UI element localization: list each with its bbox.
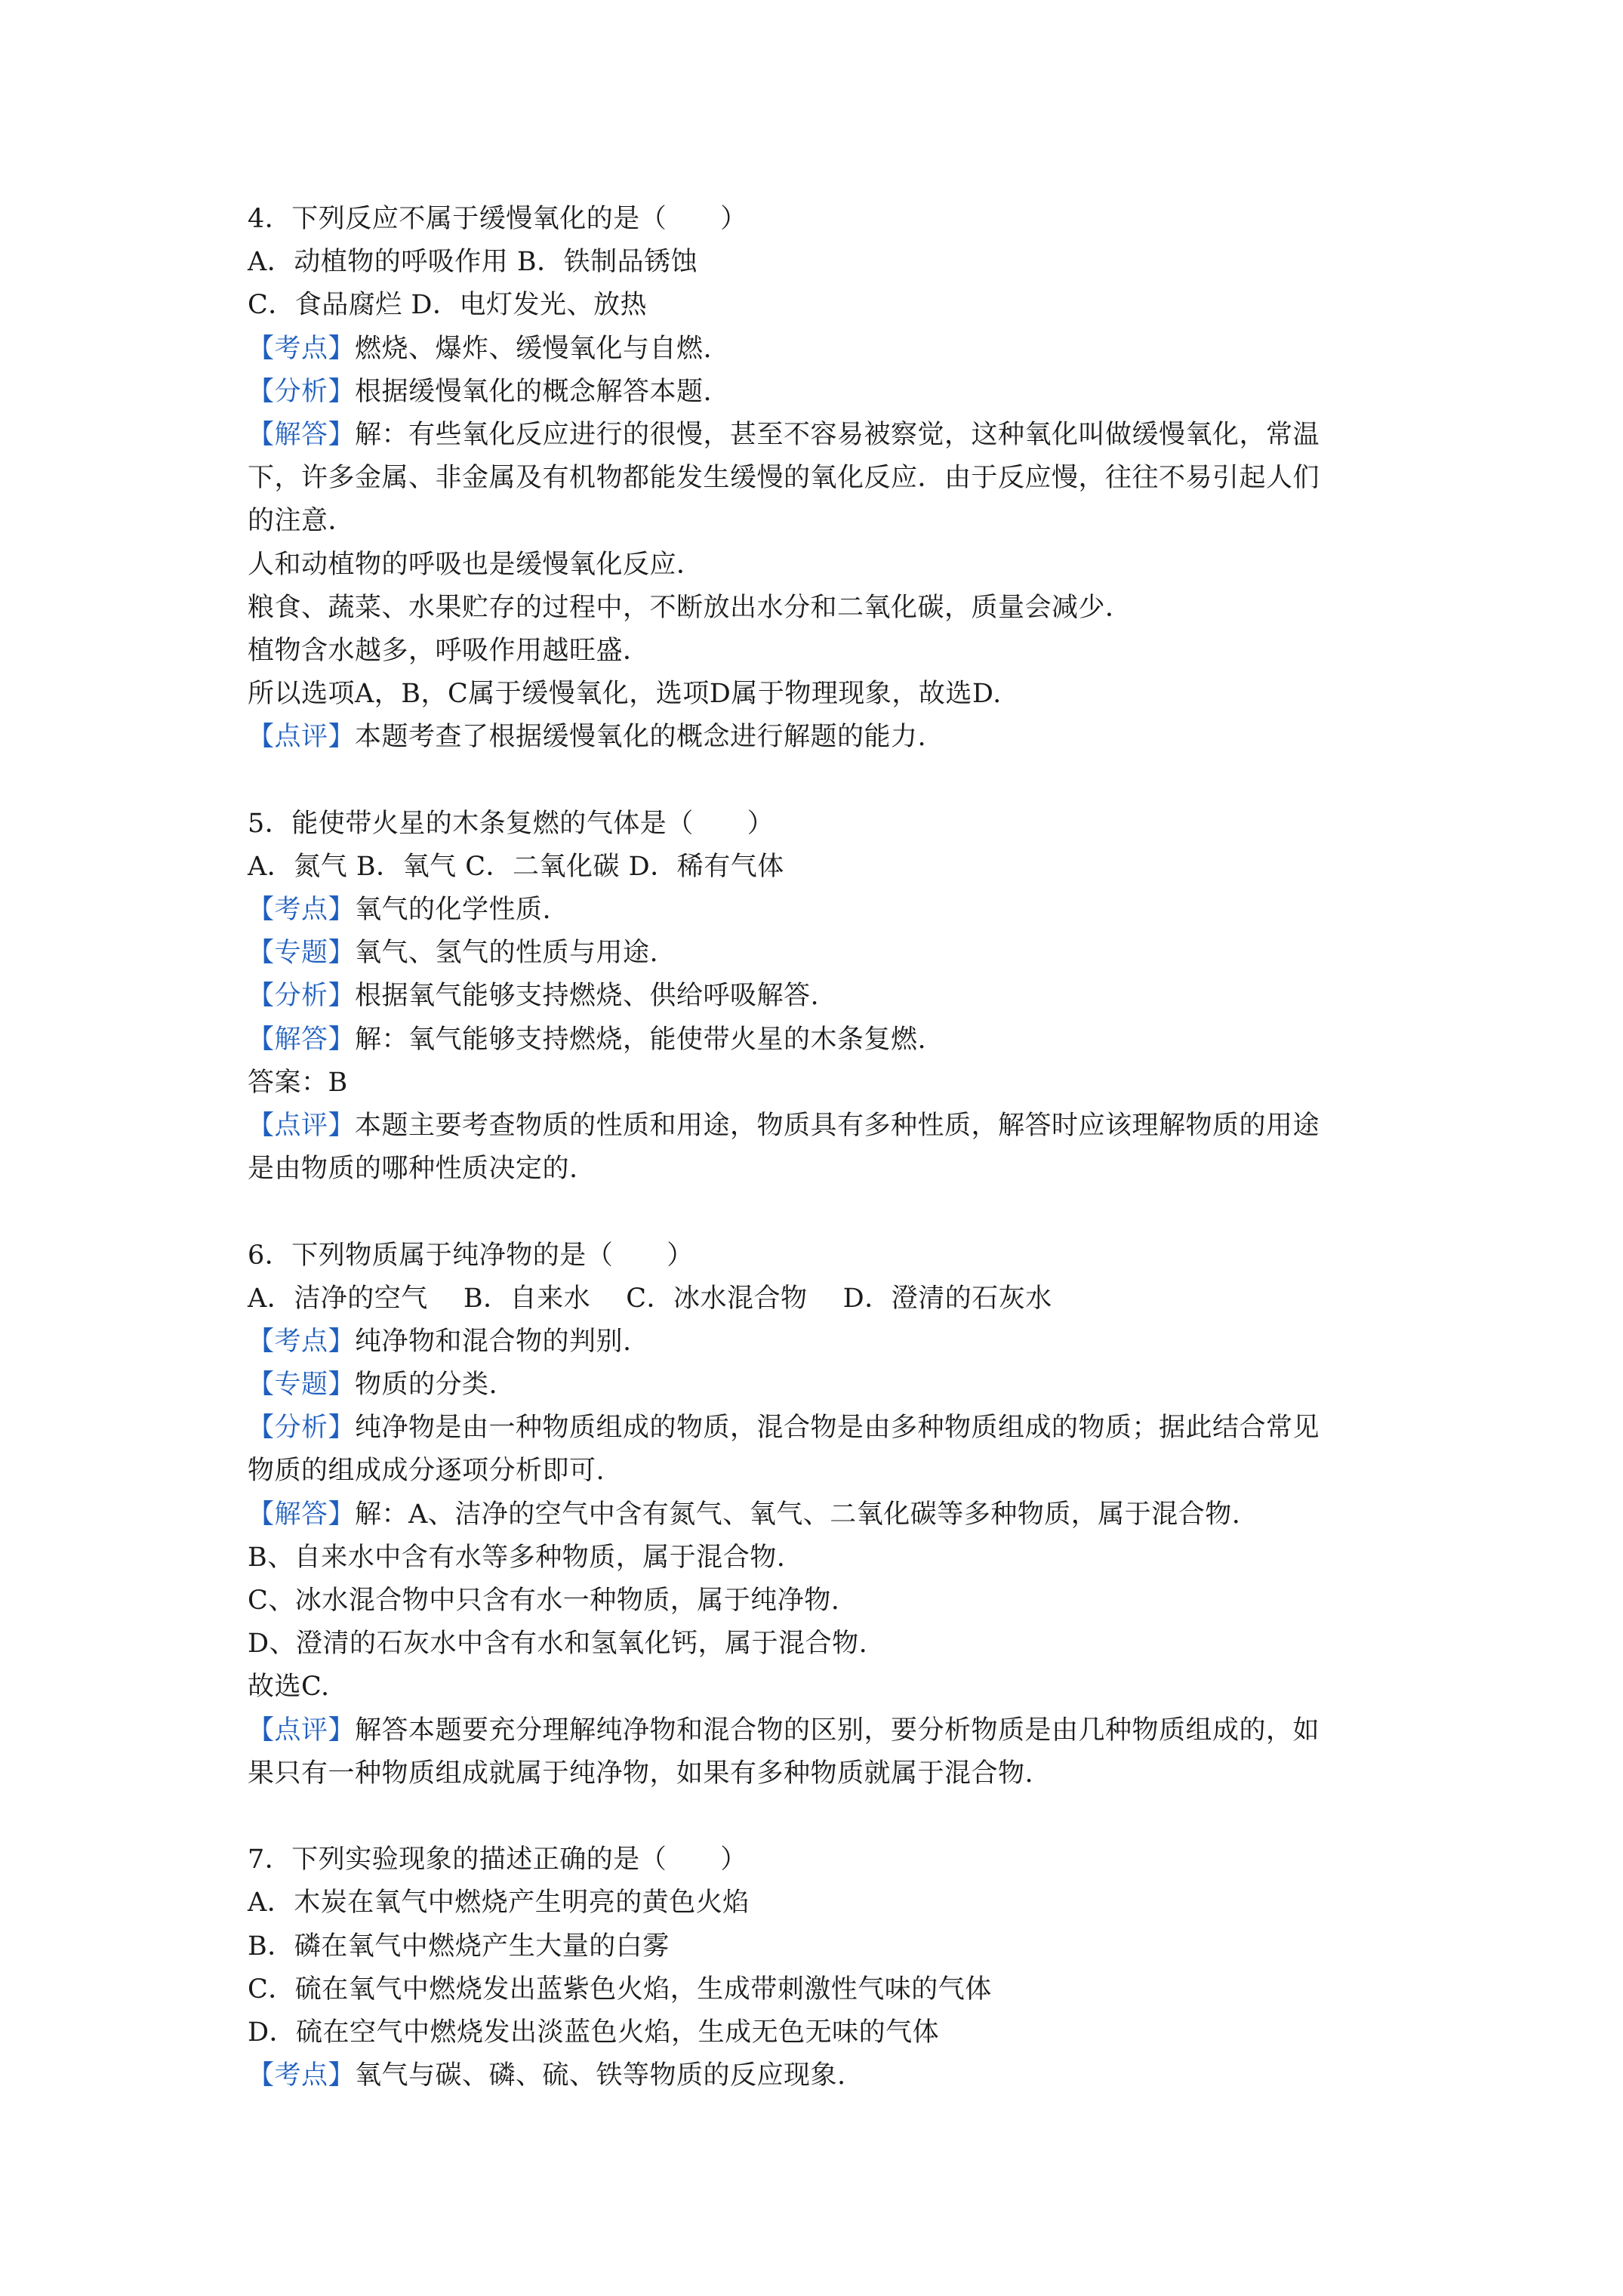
solution-text: 粮食、蔬菜、水果贮存的过程中，不断放出水分和二氧化碳，质量会减少．	[248, 592, 1132, 623]
zhuanti-tag: 【专题】	[248, 938, 356, 969]
solution-text: 人和动植物的呼吸也是缓慢氧化反应．	[248, 549, 704, 580]
fenxi-continued: 物质的组成成分逐项分析即可.	[248, 1456, 605, 1487]
jieda-text: 解：A、洁净的空气中含有氮气、氧气、二氧化碳等多种物质，属于混合物.	[355, 1499, 1241, 1530]
answer-options: A．洁净的空气 B．自来水 C．冰水混合物 D．澄清的石灰水	[248, 1283, 1052, 1314]
answer-options: C．食品腐烂 D．电灯发光、放热	[248, 290, 647, 321]
dianping-tag: 【点评】	[248, 1715, 356, 1746]
question-7	[248, 1838, 1395, 2097]
answer-option-a: A．木炭在氧气中燃烧产生明亮的黄色火焰	[248, 1888, 750, 1918]
fenxi-line	[248, 975, 1395, 1018]
fenxi-text: 根据氧气能够支持燃烧、供给呼吸解答.	[355, 981, 820, 1012]
jieda-line	[248, 1019, 1395, 1062]
fenxi-line	[248, 1407, 1395, 1450]
jieda-line	[248, 1493, 1395, 1536]
answer-option-d: D．硫在空气中燃烧发出淡蓝色火焰，生成无色无味的气体	[248, 2017, 940, 2048]
answer-text: 答案：B	[248, 1067, 348, 1098]
answer-options: A．动植物的呼吸作用 B．铁制品锈蚀	[248, 247, 698, 278]
zhuanti-tag: 【专题】	[248, 1370, 356, 1401]
dianping-line	[248, 1105, 1395, 1148]
answer-option-c: C．硫在氧气中燃烧发出蓝紫色火焰，生成带刺激性气味的气体	[248, 1974, 992, 2005]
kaodian-tag: 【考点】	[248, 1326, 356, 1357]
question-stem: 5．能使带火星的木条复燃的气体是（ ）	[248, 808, 775, 839]
kaodian-text: 纯净物和混合物的判别.	[355, 1326, 632, 1357]
zhuanti-text: 氧气、氢气的性质与用途.	[355, 938, 659, 969]
fenxi-tag: 【分析】	[248, 1413, 356, 1444]
solution-text: B、自来水中含有水等多种物质，属于混合物.	[248, 1542, 786, 1573]
question-4	[248, 198, 1395, 759]
dianping-tag: 【点评】	[248, 1110, 356, 1141]
jieda-tag: 【解答】	[248, 1024, 356, 1055]
fenxi-tag: 【分析】	[248, 376, 356, 407]
kaodian-line	[248, 889, 1395, 932]
question-stem: 6．下列物质属于纯净物的是（ ）	[248, 1240, 694, 1271]
solution-text: 下，许多金属、非金属及有机物都能发生缓慢的氧化反应．由于反应慢，往往不易引起人们	[248, 463, 1320, 494]
solution-text: 所以选项A，B，C属于缓慢氧化，选项D属于物理现象，故选D.	[248, 679, 1002, 710]
answer-options: A．氮气 B．氧气 C．二氧化碳 D．稀有气体	[248, 851, 784, 882]
jieda-text: 解：氧气能够支持燃烧，能使带火星的木条复燃.	[355, 1024, 927, 1055]
kaodian-tag: 【考点】	[248, 333, 356, 364]
kaodian-tag: 【考点】	[248, 895, 356, 925]
section-gap	[248, 759, 1395, 802]
dianping-continued: 是由物质的哪种性质决定的.	[248, 1154, 578, 1185]
dianping-continued: 果只有一种物质组成就属于纯净物，如果有多种物质就属于混合物.	[248, 1758, 1034, 1789]
dianping-line	[248, 1709, 1395, 1752]
jieda-tag: 【解答】	[248, 1499, 356, 1530]
question-stem: 7．下列实验现象的描述正确的是（ ）	[248, 1845, 747, 1875]
section-gap	[248, 1795, 1395, 1838]
question-stem: 4．下列反应不属于缓慢氧化的是（ ）	[248, 204, 747, 234]
jieda-text: 解：有些氧化反应进行的很慢，甚至不容易被察觉，这种氧化叫做缓慢氧化，常温	[355, 419, 1320, 450]
kaodian-tag: 【考点】	[248, 2060, 356, 2091]
kaodian-line	[248, 1321, 1395, 1364]
dianping-line	[248, 716, 1395, 759]
kaodian-text: 氧气与碳、磷、硫、铁等物质的反应现象.	[355, 2060, 846, 2091]
jieda-tag: 【解答】	[248, 419, 356, 450]
dianping-text: 本题主要考查物质的性质和用途，物质具有多种性质，解答时应该理解物质的用途	[355, 1110, 1320, 1141]
fenxi-text: 纯净物是由一种物质组成的物质，混合物是由多种物质组成的物质；据此结合常见	[355, 1413, 1320, 1444]
question-6	[248, 1234, 1395, 1795]
zhuanti-line	[248, 1364, 1395, 1407]
solution-text: 的注意．	[248, 506, 356, 537]
fenxi-tag: 【分析】	[248, 981, 356, 1012]
kaodian-line	[248, 2054, 1395, 2097]
solution-text: 植物含水越多，呼吸作用越旺盛．	[248, 635, 650, 666]
solution-text: 故选C.	[248, 1672, 330, 1703]
solution-text: C、冰水混合物中只含有水一种物质，属于纯净物.	[248, 1586, 840, 1616]
question-5	[248, 803, 1395, 1191]
answer-option-b: B．磷在氧气中燃烧产生大量的白雾	[248, 1931, 670, 1962]
dianping-text: 解答本题要充分理解纯净物和混合物的区别，要分析物质是由几种物质组成的，如	[355, 1715, 1320, 1746]
jieda-line	[248, 414, 1395, 457]
kaodian-text: 氧气的化学性质.	[355, 895, 552, 925]
zhuanti-text: 物质的分类.	[355, 1370, 498, 1401]
solution-text: D、澄清的石灰水中含有水和氢氧化钙，属于混合物.	[248, 1629, 868, 1660]
kaodian-text: 燃烧、爆炸、缓慢氧化与自燃.	[355, 333, 713, 364]
kaodian-line	[248, 328, 1395, 371]
fenxi-line	[248, 371, 1395, 414]
section-gap	[248, 1191, 1395, 1234]
zhuanti-line	[248, 932, 1395, 975]
dianping-text: 本题考查了根据缓慢氧化的概念进行解题的能力.	[355, 722, 927, 753]
dianping-tag: 【点评】	[248, 722, 356, 753]
fenxi-text: 根据缓慢氧化的概念解答本题.	[355, 376, 713, 407]
document-page	[248, 198, 1395, 2097]
